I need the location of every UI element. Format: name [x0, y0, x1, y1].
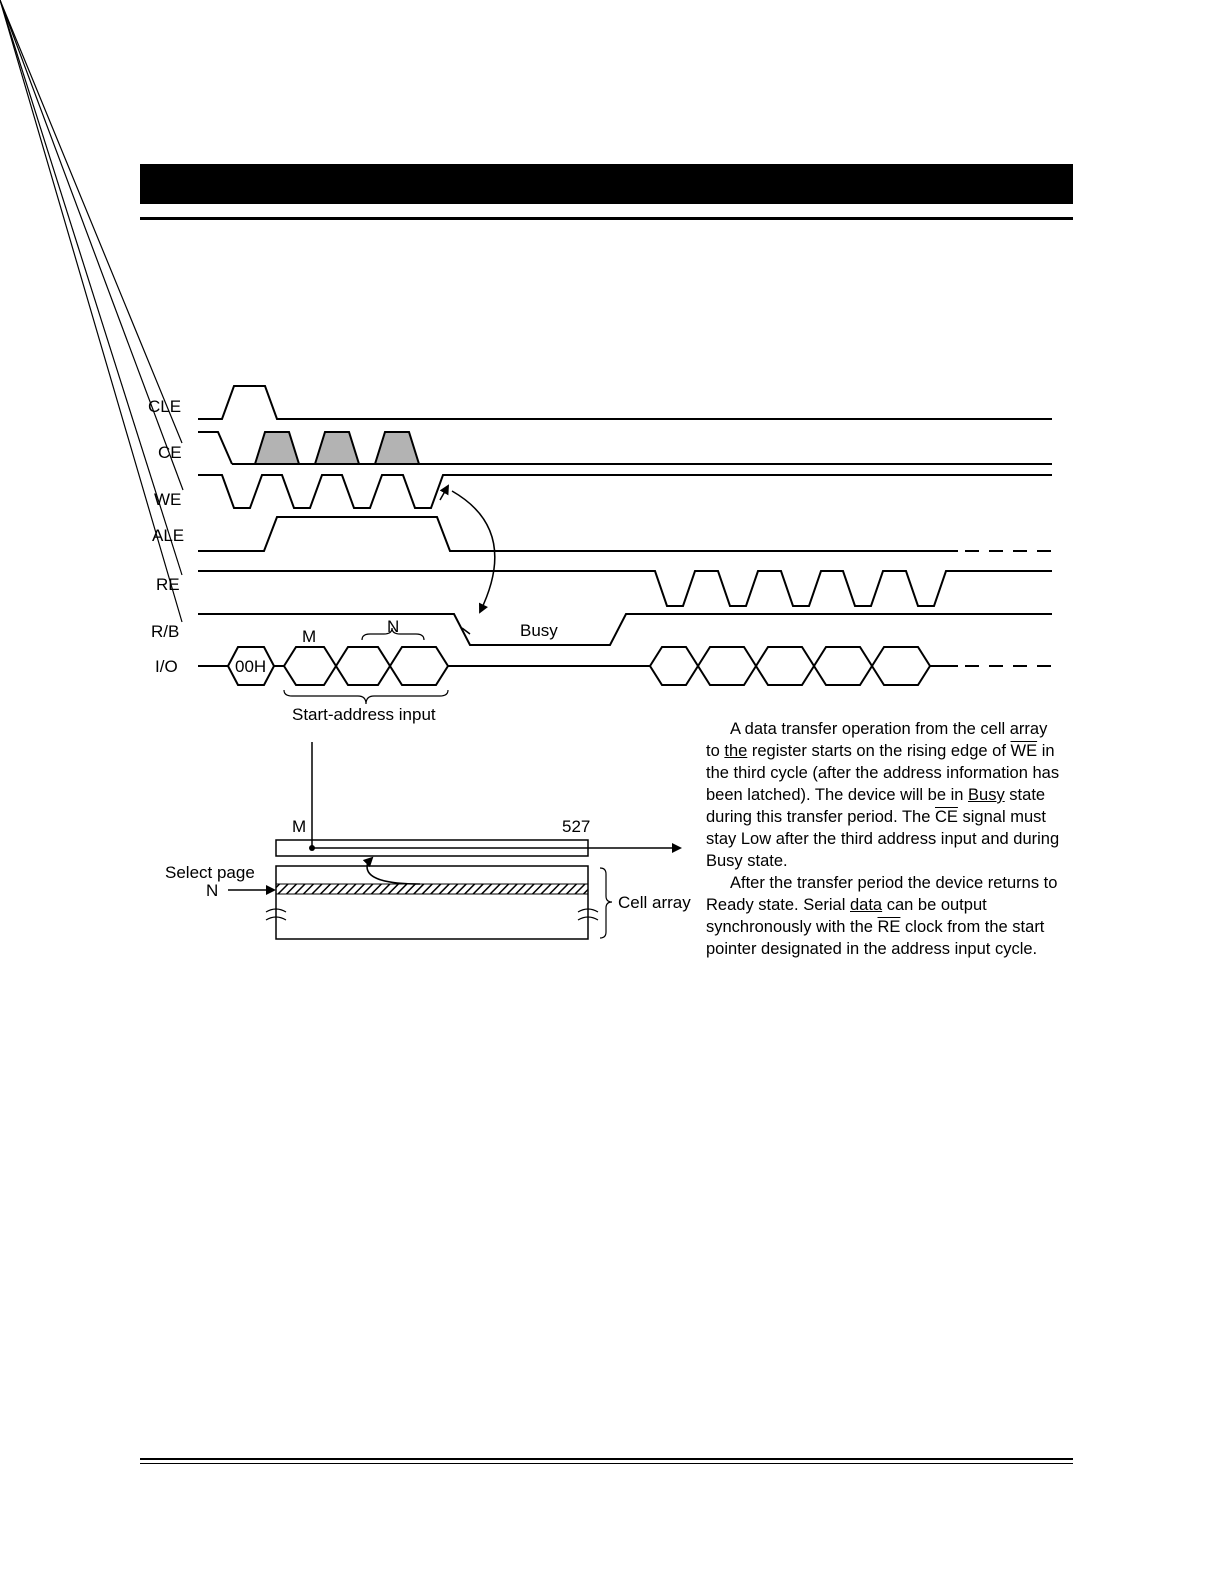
start-address-label: Start-address input: [292, 705, 436, 724]
description-paragraph-1: A data transfer operation from the cell array to the register starts on the rising edge of $\overline{WE}$ in the third cycle (after the address information has been latched). The device will be in Busy state during this transfer period. The $\overline{CE}$ signal must stay Low after the third address input and during Busy state.: [706, 720, 1060, 870]
ce-overbar: [0, 0, 182, 443]
busy-label: Busy: [520, 621, 558, 640]
footer-rule: [140, 1458, 1073, 1460]
ce-waveform-high: [198, 432, 232, 464]
ce-pulse-shaded-2: [315, 432, 359, 464]
we-overbar: [0, 0, 183, 490]
signal-label-we: WE: [154, 490, 182, 509]
ce-pulse-shaded-3: [375, 432, 419, 464]
cell-array-box: [276, 866, 588, 939]
we-waveform: [198, 475, 1052, 508]
re-overbar: [0, 0, 185, 575]
signal-label-rb: R/B: [151, 622, 180, 641]
re-waveform: [198, 571, 1052, 606]
n-label-timing: N: [387, 617, 400, 636]
rb-waveform: [198, 614, 1052, 645]
io-hex-data-5: [872, 647, 930, 685]
we-edge-arrow: [440, 486, 448, 500]
m-label-register: M: [292, 817, 307, 836]
io-hex-data-3: [756, 647, 814, 685]
ale-waveform: [198, 517, 958, 551]
end-column-label: 527: [562, 817, 591, 836]
io-hex-addr-2: [336, 647, 390, 685]
start-address-brace: [284, 690, 448, 704]
cmd-00h-label: 00H: [235, 657, 267, 676]
page-to-register-arrow: [367, 858, 420, 884]
description-text: [706, 718, 1061, 960]
io-hex-addr-3: [390, 647, 448, 685]
rb-overbar: [0, 0, 185, 622]
cle-waveform: [198, 386, 1052, 419]
selected-page-row: [276, 884, 588, 894]
description-paragraph-2: After the transfer period the device returns to Ready state. Serial data can be output synchronously with the $\overline{RE}$ clock from the start pointer designated in the address input cycle.: [706, 874, 1058, 958]
io-hex-data-1: [650, 647, 698, 685]
io-hex-addr-1: [284, 647, 336, 685]
io-hex-data-4: [814, 647, 872, 685]
io-hex-data-2: [698, 647, 756, 685]
footer-rule-thin: [140, 1463, 1073, 1464]
select-page-label: Select page: [165, 863, 255, 882]
signal-label-io: I/O: [155, 657, 178, 676]
signal-label-re: RE: [156, 575, 180, 594]
cell-array-brace: [600, 868, 612, 938]
signal-label-cle: CLE: [148, 397, 182, 416]
cell-array-label: Cell array: [618, 893, 691, 912]
signal-label-ale: ALE: [152, 526, 185, 545]
signal-label-ce: CE: [158, 443, 182, 462]
n-label-page: N: [206, 881, 219, 900]
m-label-timing: M: [302, 627, 317, 646]
ce-pulse-shaded-1: [255, 432, 299, 464]
pointer-dot: [309, 845, 315, 851]
